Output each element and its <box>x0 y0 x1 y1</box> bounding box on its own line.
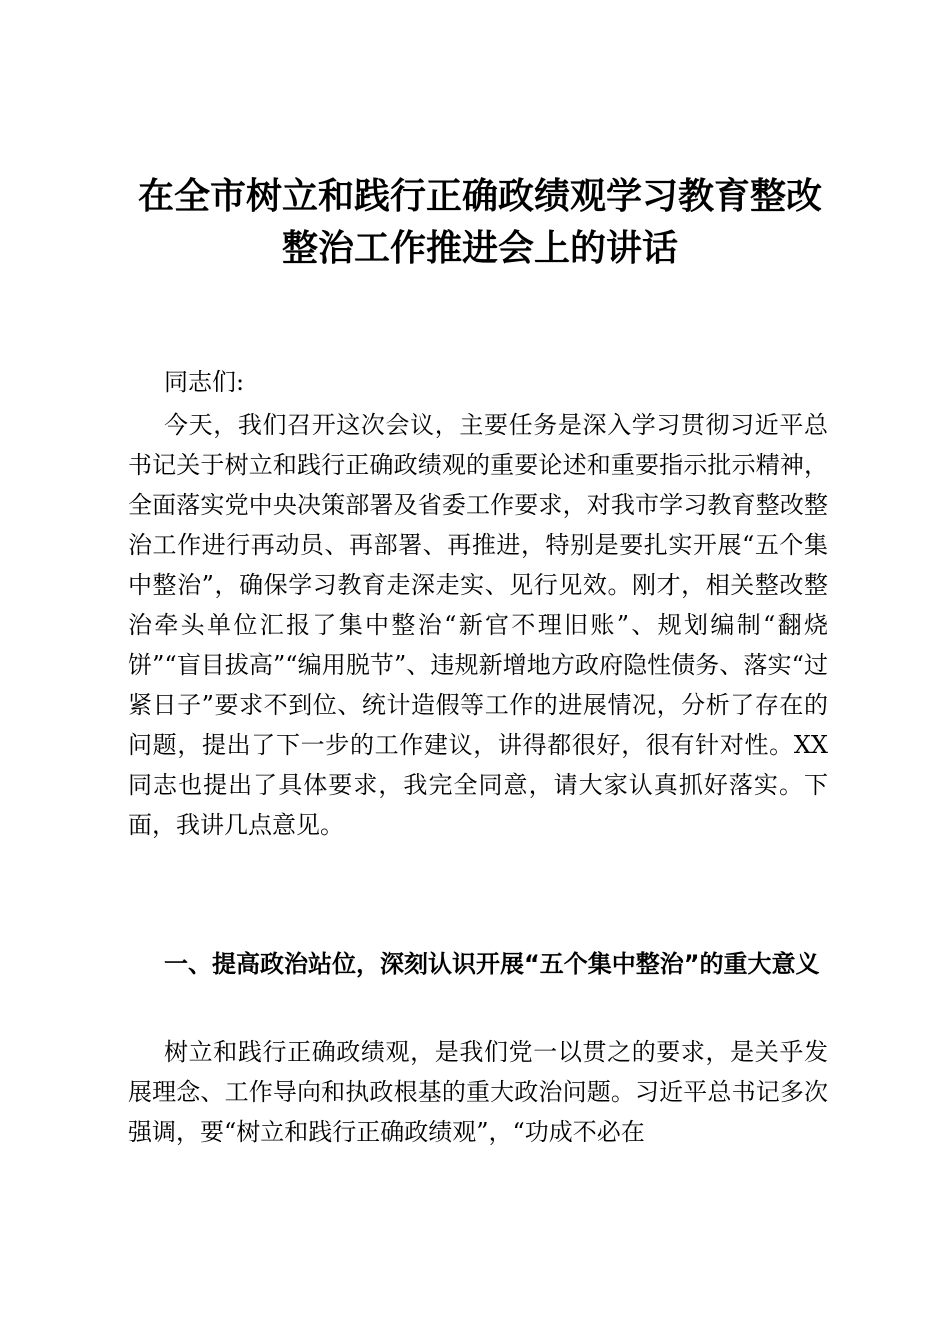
paragraph-opening: 今天，我们召开这次会议，主要任务是深入学习贯彻习近平总书记关于树立和践行正确政绩观的重要论述和重要指示批示精神，全面落实党中央决策部署及省委工作要求，对我市学习教育整改整治工作进行再动员、再部署、再推进，特别是要扎实开展“五个集中整治”，确保学习教育走深走实、见行见效。刚才，相关整改整治牵头单位汇报了集中整治“新官不理旧账”、规划编制“翻烧饼”“盲目拔高”“编用脱节”、违规新增地方政府隐性债务、落实“过紧日子”要求不到位、统计造假等工作的进展情况，分析了存在的问题，提出了下一步的工作建议，讲得都很好，很有针对性。XX同志也提出了具体要求，我完全同意，请大家认真抓好落实。下面，我讲几点意见。 <box>128 411 828 839</box>
document-title: 在全市树立和践行正确政绩观学习教育整改整治工作推进会上的讲话 <box>137 175 822 269</box>
greeting: 同志们: <box>164 368 245 396</box>
paragraph-section-1: 树立和践行正确政绩观，是我们党一以贯之的要求，是关乎发展理念、工作导向和执政根基的重大政治问题。习近平总书记多次强调，要“树立和践行正确政绩观”，“功成不必在 <box>128 1038 828 1146</box>
section-heading-1: 一、提高政治站位，深刻认识开展“五个集中整治”的重大意义 <box>164 950 820 978</box>
